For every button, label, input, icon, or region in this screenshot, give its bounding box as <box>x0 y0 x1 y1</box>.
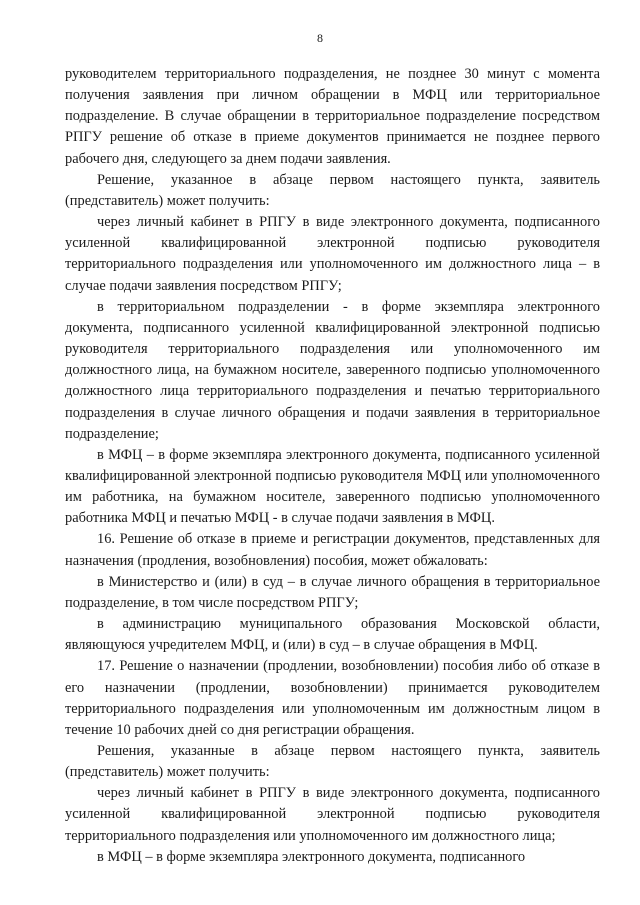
page-number: 8 <box>317 31 323 45</box>
paragraph-decision-recipients: Решение, указанное в абзаце первом настоящего пункта, заявитель (представитель) может получить: <box>65 171 600 209</box>
paragraph-via-rpgu-2: через личный кабинет в РПГУ в виде электронного документа, подписанного усиленной квалифицированной электронной подписью руководителя территориального подразделения или уполномоченного им должностного лица; <box>65 785 600 844</box>
document-body <box>65 64 600 868</box>
paragraph-mfc-2: в МФЦ – в форме экземпляра электронного документа, подписанного <box>97 848 526 865</box>
paragraph-item-16: 16. Решение об отказе в приеме и регистрации документов, представленных для назначения (продления, возобновления) пособия, может обжаловать: <box>65 531 600 569</box>
paragraph-ministry-appeal: в Министерство и (или) в суд – в случае личного обращения в территориальное подразделение, в том числе посредством РПГУ; <box>65 573 600 611</box>
paragraph-item-17: 17. Решение о назначении (продлении, возобновлении) пособия либо об отказе в его назначении (продлении, возобновлении) принимается руководителем территориального подразделения или уполномоченным им должностным лицом в течение 10 рабочих дней со дня регистрации обращения. <box>65 658 600 738</box>
paragraph-territorial-unit: в территориальном подразделении - в форме экземпляра электронного документа, подписанного усиленной квалифицированной электронной подписью руководителя территориального подразделения или уполномоченного им должностного лица, на бумажном носителе, заверенного подписью уполномоченного должностного лица территориального подразделения и печатью территориального подразделения в случае личного обращения и подачи заявления в территориальное подразделение; <box>65 298 600 442</box>
paragraph-mfc: в МФЦ – в форме экземпляра электронного документа, подписанного усиленной квалифицированной электронной подписью руководителя МФЦ или уполномоченного им работника, на бумажном носителе, заверенного подписью уполномоченного работника МФЦ и печатью МФЦ - в случае подачи заявления в МФЦ. <box>65 446 600 527</box>
paragraph-decisions-recipients: Решения, указанные в абзаце первом настоящего пункта, заявитель (представитель) может получить: <box>65 743 600 781</box>
paragraph-administration-appeal: в администрацию муниципального образования Московской области, являющуюся учредителем МФЦ, и (или) в суд – в случае обращения в МФЦ. <box>65 616 600 654</box>
paragraph-via-rpgu: через личный кабинет в РПГУ в виде электронного документа, подписанного усиленной квалифицированной электронной подписью руководителя территориального подразделения или уполномоченного им должностного лица – в случае подачи заявления посредством РПГУ; <box>65 214 600 294</box>
paragraph-continuation: руководителем территориального подразделения, не позднее 30 минут с момента получения заявления при личном обращении в МФЦ или территориальное подразделение. В случае обращении в территориальное подразделение посредством РПГУ решение об отказе в приеме документов принимается не позднее первого рабочего дня, следующего за днем подачи заявления. <box>65 66 600 167</box>
